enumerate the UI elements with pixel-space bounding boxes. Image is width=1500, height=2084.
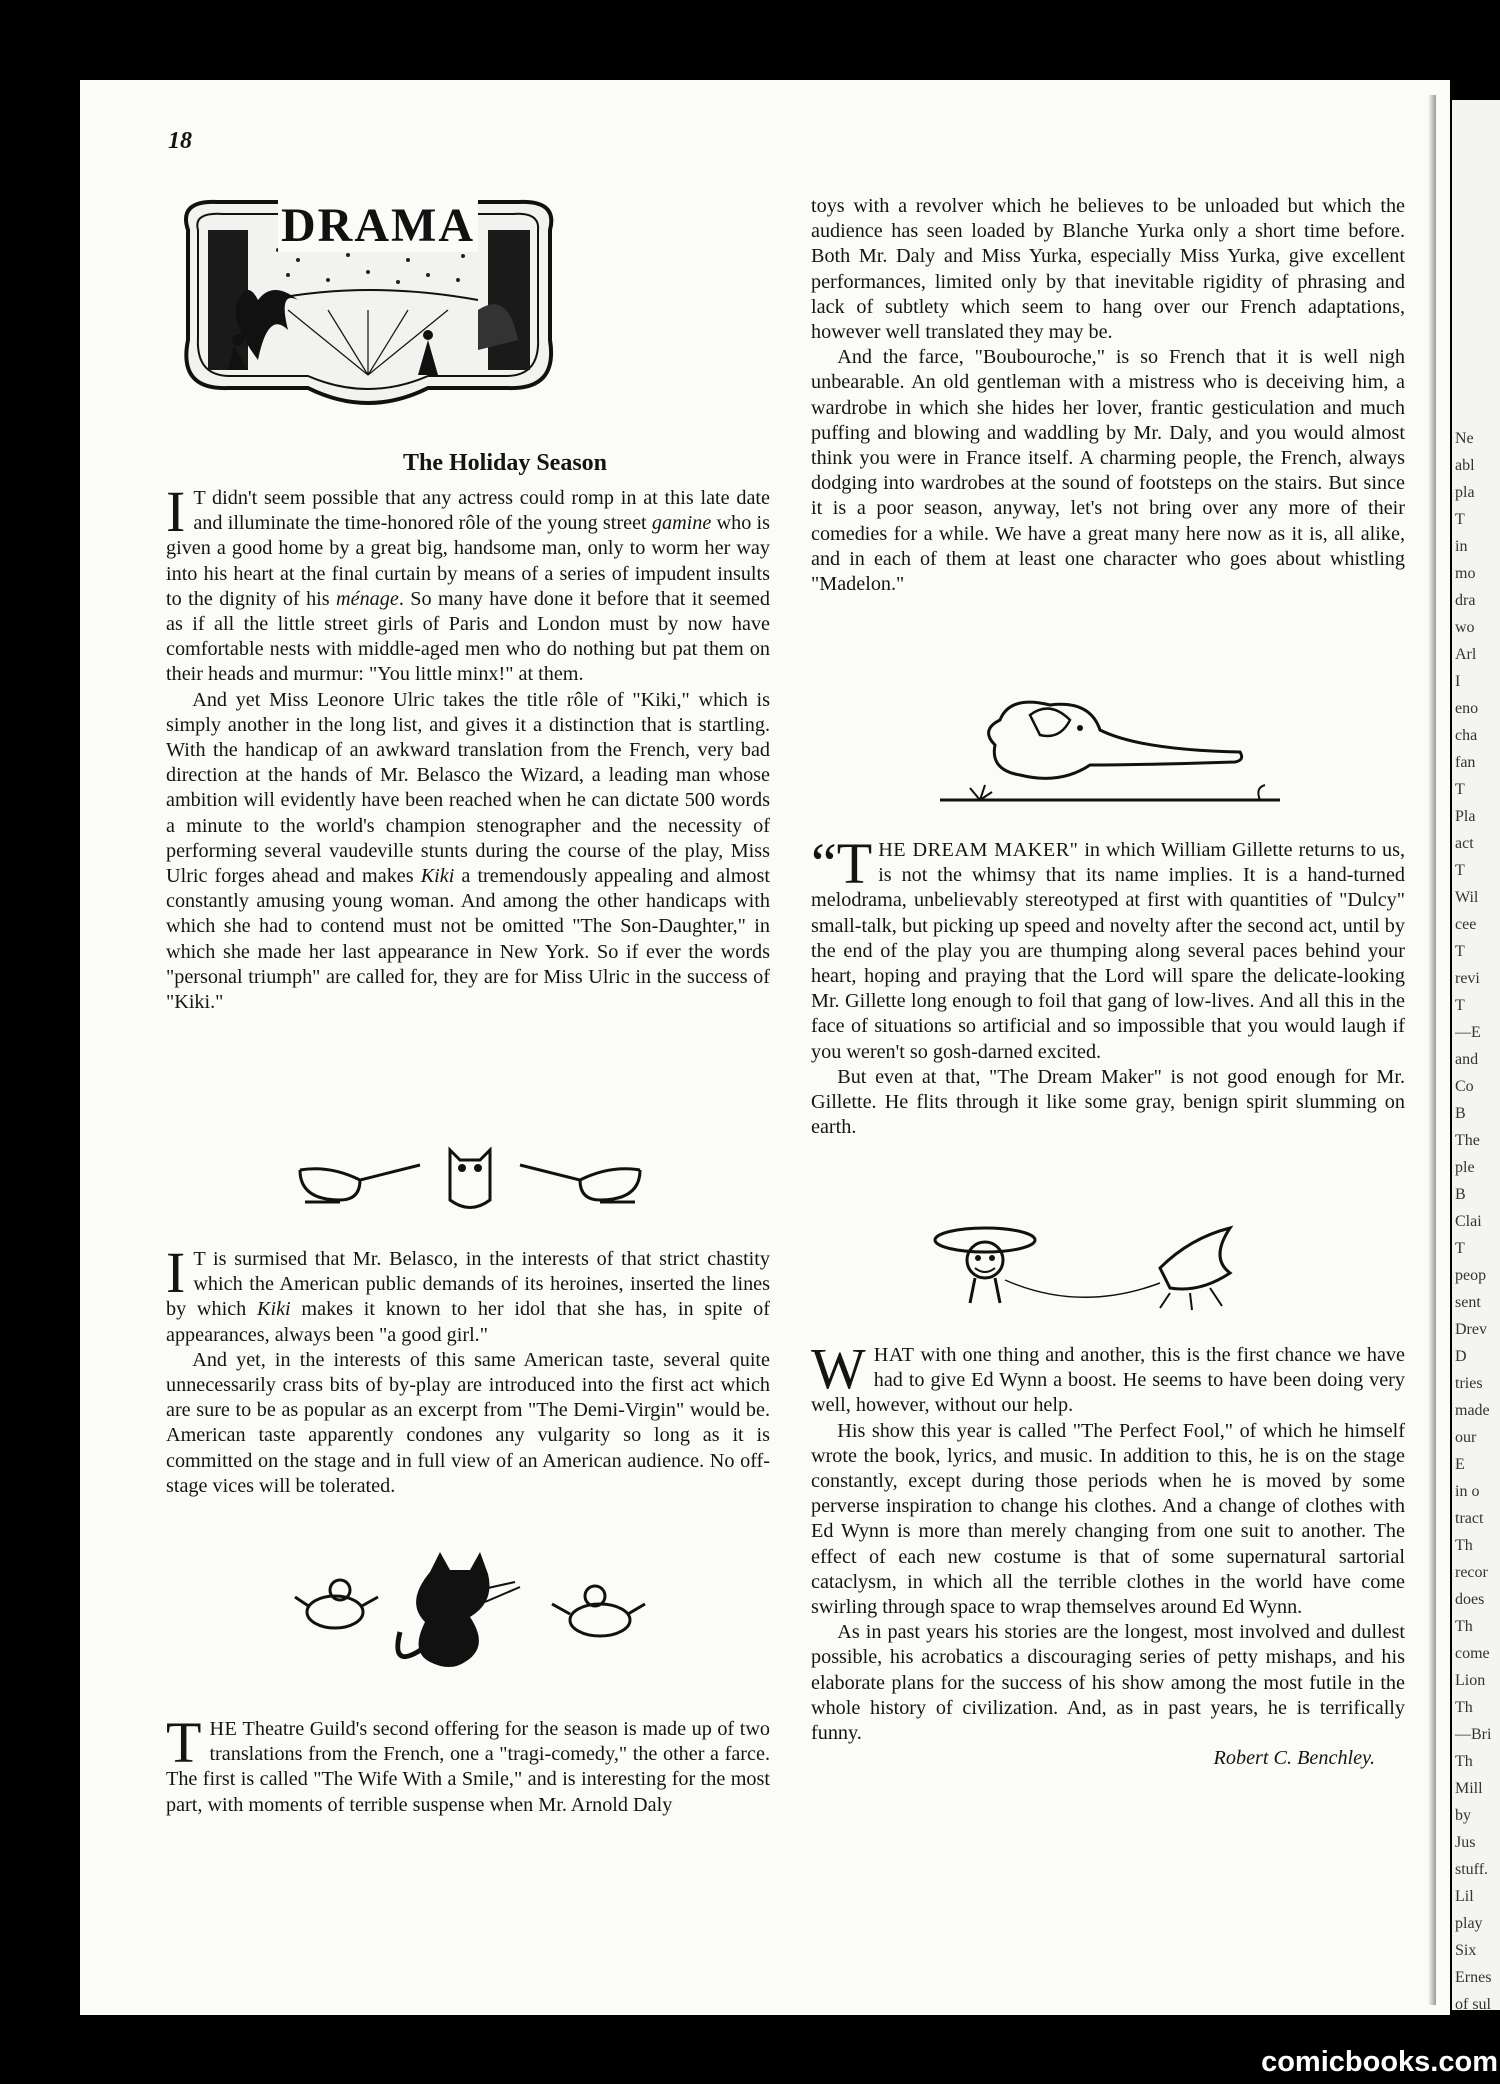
next-page-fragment: peop [1455, 1267, 1487, 1284]
left-column-guild [166, 1710, 770, 1818]
next-page-fragment: Pla [1455, 808, 1476, 825]
next-page-fragment: Mill [1455, 1780, 1483, 1797]
next-page-fragment: Th [1455, 1618, 1473, 1635]
next-page-fragment: T [1455, 943, 1465, 960]
next-page-fragment: stuff. [1455, 1861, 1489, 1878]
next-page-fragment: E [1455, 1456, 1465, 1473]
cat-birds-illustration [290, 1552, 650, 1682]
next-page-fragment: —Bri [1455, 1726, 1492, 1743]
page-number: 18 [168, 128, 192, 154]
drop-cap: I [166, 1240, 186, 1305]
next-page-fragment: Th [1455, 1753, 1473, 1770]
next-page-fragment: cha [1455, 727, 1478, 744]
next-page-fragment: does [1455, 1591, 1485, 1608]
sombrero-bug-illustration [930, 1218, 1260, 1318]
next-page-fragment: Wil [1455, 889, 1479, 906]
paragraph-boubouroche: And the farce, "Boubouroche," is so French that it is well nigh unbearable. An old gentleman with a mistress who is deceiving him, a wardrobe in which she hides her lover, frantic gesticulation and much puffing and blowing and waddling by Mr. Daly, and you would almost think you were in France itself. A charming people, the French, always dodging into wardrobes at the sound of footsteps on the stairs. But since it is a poor season, anyway, let's not bring over any more of their comedies for a while. We have a great many here now as it is, all alike, and in each of them at least one character who goes about whistling "Madelon." [811, 346, 1405, 596]
article-title: The Holiday Season [402, 450, 608, 476]
next-page-fragment: tract [1455, 1510, 1484, 1527]
next-page-fragment: The [1455, 1132, 1480, 1149]
next-page-fragment: T [1455, 997, 1465, 1014]
next-page-fragment: tries [1455, 1375, 1483, 1392]
drop-cap: I [166, 479, 186, 544]
next-page-fragment: T [1455, 511, 1465, 528]
next-page-fragment: in [1455, 538, 1468, 555]
next-page-fragment: come [1455, 1645, 1490, 1662]
next-page-fragment: Co [1455, 1078, 1474, 1095]
paragraph-ed-wynn: WHAT with one thing and another, this is the first chance we have had to give Ed Wynn a boost. He seems to have been doing very well, however, without our help. [811, 1336, 1405, 1417]
elephant-illustration [940, 690, 1290, 805]
paragraph-past-years: As in past years his stories are the longest, most involved and dullest possible, his acrobatics a discouraging series of petty mishaps, and his elaborate plans for the success of his show among the most futile in the whole history of civilization. And, as in past years, he is terrifically funny. [811, 1621, 1405, 1745]
next-page-fragment: Jus [1455, 1834, 1476, 1851]
next-page-fragment: our [1455, 1429, 1477, 1446]
author-signature: Robert C. Benchley. [1213, 1747, 1375, 1770]
next-page-edge [1452, 100, 1500, 2010]
paragraph-american-taste: And yet, in the interests of this same American taste, several quite unnecessarily crass bits of by-play are introduced into the first act which are sure to be as popular as an excerpt from "The Demi-Virgin" would be. American taste apparently condones any vulgarity so long as it is committed on the stage and in full view of an American audience. No off-stage vices will be tolerated. [166, 1348, 770, 1497]
next-page-fragment: fan [1455, 754, 1476, 771]
next-page-fragment: by [1455, 1807, 1471, 1824]
drop-cap: T [166, 1710, 202, 1775]
next-page-fragment: T [1455, 1240, 1465, 1257]
next-page-fragment: B [1455, 1105, 1466, 1122]
drop-cap: W [811, 1336, 866, 1401]
next-page-fragment: Th [1455, 1699, 1473, 1716]
next-page-fragment: in o [1455, 1483, 1480, 1500]
page-gutter [1428, 95, 1436, 2005]
next-page-fragment: play [1455, 1915, 1483, 1932]
paragraph-theatre-guild: THE Theatre Guild's second offering for the season is made up of two translations from the French, one a "tragi-comedy," the other a farce. The first is called "The Wife With a Smile," and is interesting for the most part, with moments of terrible suspense when Mr. Arnold Daly [166, 1710, 770, 1816]
right-column-dream-maker [811, 831, 1405, 1140]
right-column [811, 194, 1405, 597]
next-page-fragment: sent [1455, 1294, 1481, 1311]
next-page-fragment: made [1455, 1402, 1490, 1419]
next-page-fragment: Ne [1455, 430, 1474, 447]
next-page-fragment: pla [1455, 484, 1475, 501]
paragraph-gillette: But even at that, "The Dream Maker" is not good enough for Mr. Gillette. He flits through it like some gray, benign spirit slumming on earth. [811, 1065, 1405, 1139]
paragraph-dream-maker: “T HE DREAM MAKER" in which William Gillette returns to us, is not the whimsy that its name implies. It is a hand-turned melodrama, unbelievably stereotyped at first with quantities of "Dulcy" small-talk, but picking up speed and novelty after the second act, until by the end of the play you are thumping along several paces behind your heart, hoping and praying that the Lord will spare the delicate-looking Mr. Gillette long enough to foil that gang of low-lives. And all this in the face of situations so artificial and so impossible that you would laugh if you weren't so gosh-darned excited. [811, 831, 1405, 1063]
paragraph-daly-revolver: toys with a revolver which he believes to be unloaded but which the audience has seen loaded by Blanche Yurka only a short time before. Both Mr. Daly and Miss Yurka, especially Miss Yurka, give excellent performances, limited only by that inevitable rigidity of phrasing and lack of subtlety which seem to hang over our French adaptations, however well translated they may be. [811, 195, 1405, 344]
paragraph-ulric: And yet Miss Leonore Ulric takes the title rôle of "Kiki," which is simply another in the long list, and gives it a distinction that is startling. With the handicap of an awkward translation from the French, very bad direction at the hands of Mr. Belasco the Wizard, a leading man whose ambition will evidently have been reached when he can dictate 500 words a minute to the world's champion stenographer and the necessity of performing several vaudeville stunts during the course of the play, Miss Ulric forges ahead and makes Kiki a tremendously appealing and almost constantly amusing young woman. And among the other handicaps with which she had to contend must not be omitted "The Son-Daughter," in which she made her last appearance in New York. So if ever the words "personal triumph" are called for, they are for Miss Ulric in the success of "Kiki." [166, 688, 770, 1014]
left-column [166, 479, 771, 1015]
next-page-fragment: wo [1455, 619, 1475, 636]
next-page-fragment: Lion [1455, 1672, 1486, 1689]
next-page-fragment: abl [1455, 457, 1475, 474]
next-page-fragment: revi [1455, 970, 1480, 987]
next-page-fragment: D [1455, 1348, 1467, 1365]
paragraph-kiki-intro: I T didn't seem possible that any actress could romp in at this late date and illuminate the time-honored rôle of the young street gamine who is given a good home by a great big, handsome man, only to worm her way into his heart at the final curtain by means of a series of impudent insults to the dignity of his ménage. So many have done it before that it seemed as if all the little street girls of Paris and London must by now have comfortable nests with middle-aged men who do nothing but pat them on their heads and murmur: "You little minx!" at them. [166, 479, 771, 686]
next-page-fragment: ple [1455, 1159, 1475, 1176]
next-page-fragment: of sul [1455, 1996, 1491, 2010]
birds-owl-illustration [290, 1140, 650, 1220]
next-page-fragment: Clai [1455, 1213, 1482, 1230]
next-page-fragment: Drev [1455, 1321, 1487, 1338]
next-page-fragment: act [1455, 835, 1474, 852]
next-page-fragment: and [1455, 1051, 1479, 1068]
next-page-fragment: —E [1455, 1024, 1481, 1041]
next-page-fragment: cee [1455, 916, 1477, 933]
next-page-fragment: recor [1455, 1564, 1488, 1581]
paragraph-belasco: I T is surmised that Mr. Belasco, in the interests of that strict chastity which the American public demands of its heroines, inserted the lines by which Kiki makes it known to her idol that she has, in spite of appearances, always been "a good girl." [166, 1240, 770, 1346]
left-column-lower [166, 1240, 770, 1499]
next-page-fragment: B [1455, 1186, 1466, 1203]
next-page-fragment: mo [1455, 565, 1476, 582]
next-page-fragment: Six [1455, 1942, 1477, 1959]
source-watermark: comicbooks.com [1261, 2046, 1498, 2078]
next-page-fragment: I [1455, 673, 1461, 690]
next-page-fragment: T [1455, 781, 1465, 798]
next-page-fragment: T [1455, 862, 1465, 879]
right-column-wynn [811, 1336, 1405, 1771]
next-page-fragment: Arl [1455, 646, 1477, 663]
next-page-fragment: Ernes [1455, 1969, 1492, 1986]
next-page-fragment: Th [1455, 1537, 1473, 1554]
next-page-fragment: Lil [1455, 1888, 1474, 1905]
next-page-fragment: eno [1455, 700, 1479, 717]
drama-banner-title: DRAMA [278, 200, 478, 252]
next-page-fragment: dra [1455, 592, 1476, 609]
paragraph-perfect-fool: His show this year is called "The Perfect Fool," of which he himself wrote the book, lyrics, and music. In addition to this, he is on the stage constantly, except during those periods when he is moved by some perverse inspiration to change his clothes. And a change of clothes with Ed Wynn is more than merely changing from one suit to another. The effect of each new costume is that of some supernatural sartorial cataclysm, in which all the terrible clothes in the world have come swirling through space to wrap themselves around Ed Wynn. [811, 1419, 1405, 1619]
